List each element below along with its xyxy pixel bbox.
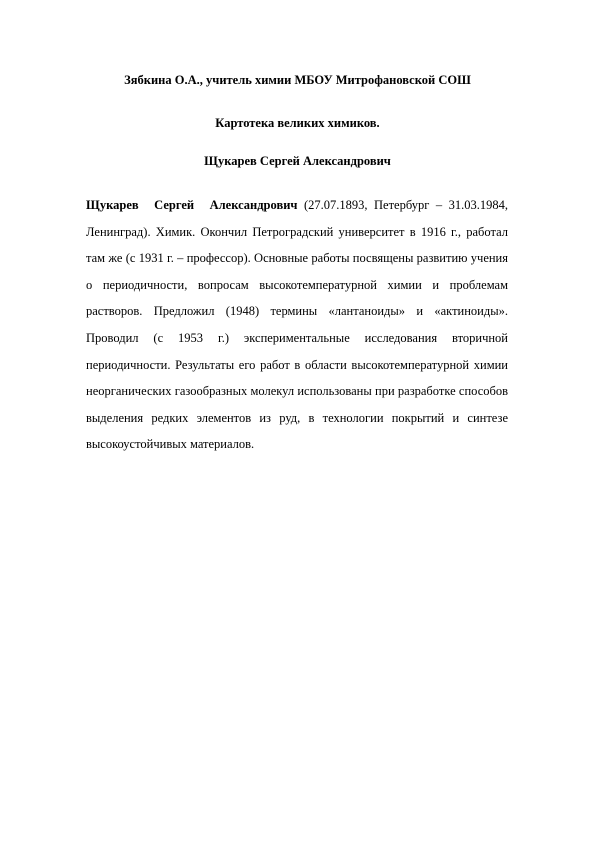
- biography-text: (27.07.1893, Петербург – 31.03.1984, Ленинград). Химик. Окончил Петроградский университет в 1916 г., работал там же (с 1931 г. – профессор). Основные работы посвящены развитию учения о периодичности, вопросам высокотемпературной химии и проблемам растворов. Предложил (1948) термины «лантаноиды» и «актиноиды». Проводил (с 1953 г.) экспериментальные исследования вторичной периодичности. Результаты его работ в области высокотемпературной химии неорганических газообразных молекул использованы при разработке способов выделения редких элементов из руд, в технологии покрытий и синтезе высокоустойчивых материалов.: [86, 198, 508, 452]
- biography-paragraph: [86, 192, 508, 458]
- biography-lead-name: Щукарев Сергей Александрович: [86, 198, 298, 212]
- author-line: Зябкина О.А., учитель химии МБОУ Митрофановской СОШ: [124, 73, 471, 87]
- person-name-heading: Щукарев Сергей Александрович: [204, 154, 391, 168]
- document-title: Картотека великих химиков.: [215, 116, 380, 130]
